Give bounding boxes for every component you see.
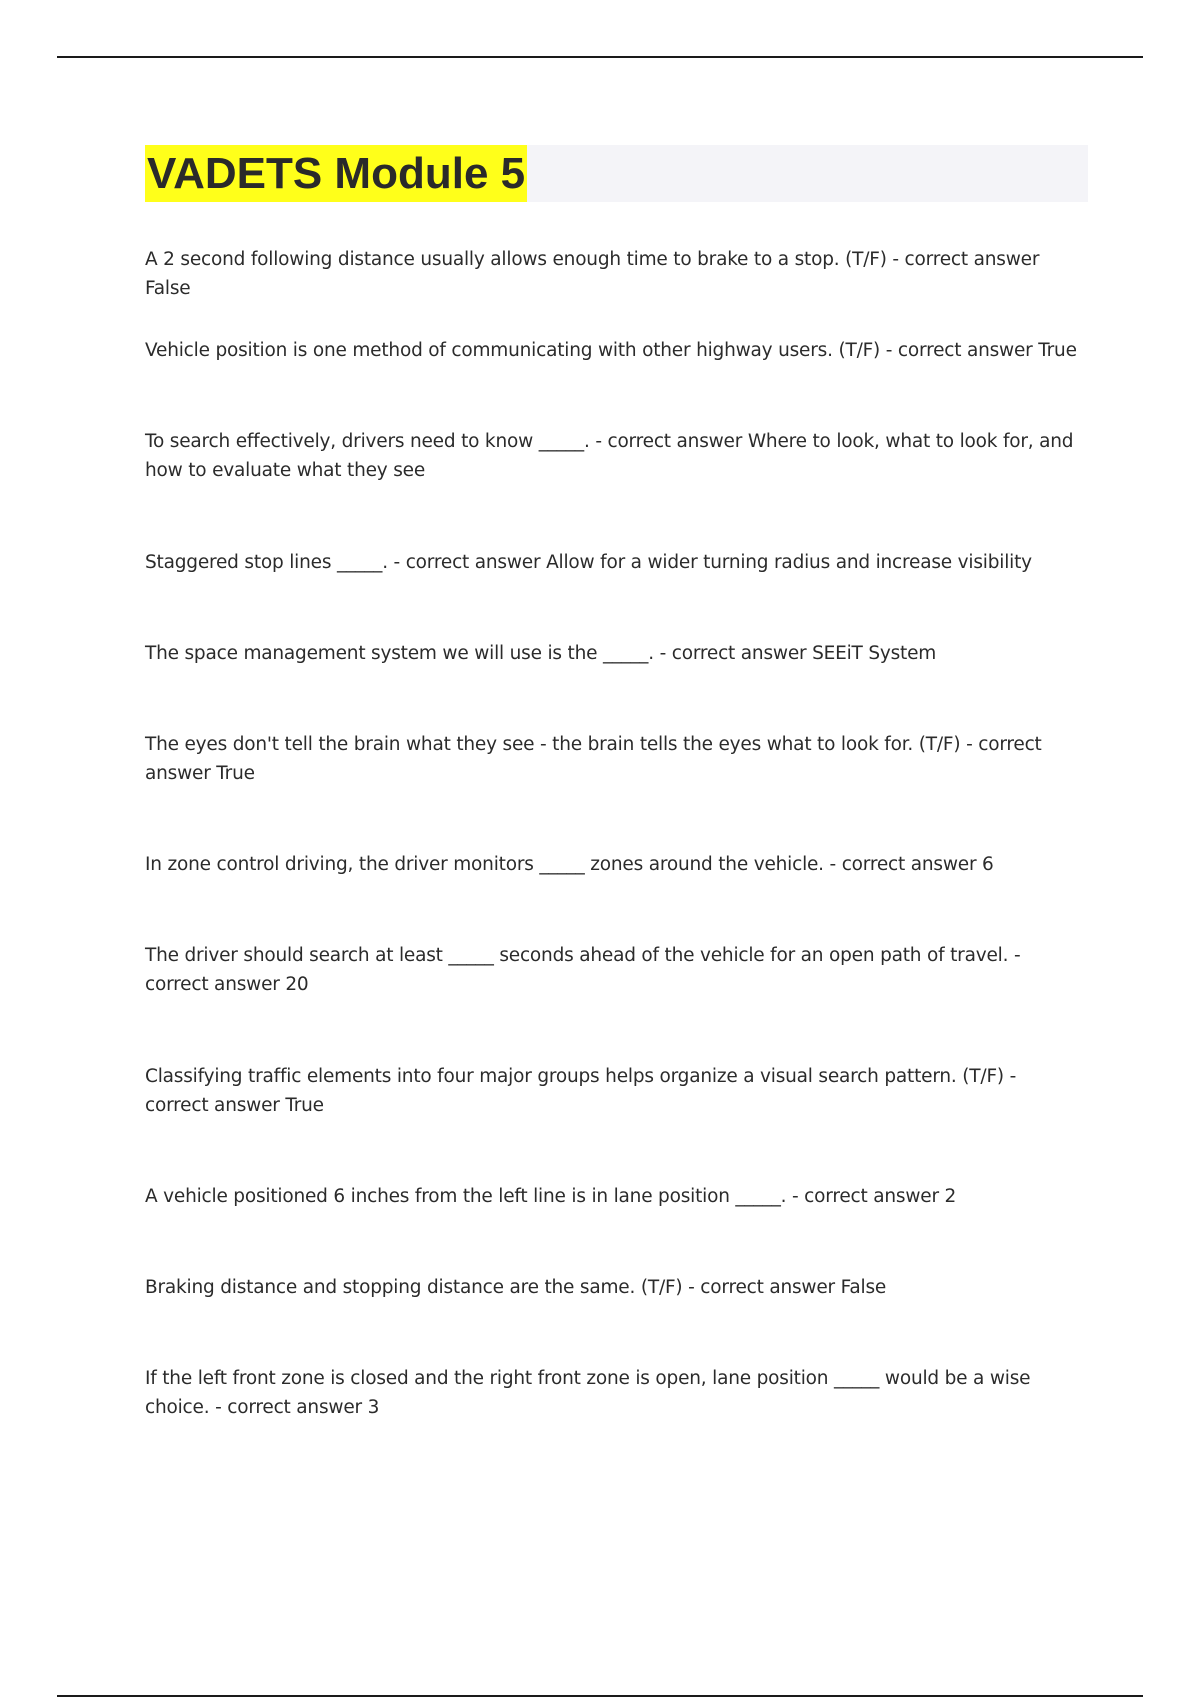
question-item-5: The space management system we will use is the _____. - correct answer SEEiT System xyxy=(145,643,937,664)
question-item-1: A 2 second following distance usually allows enough time to brake to a stop. (T/F) - correct answer False xyxy=(145,249,1040,299)
question-item-10: A vehicle positioned 6 inches from the left line is in lane position _____. - correct answer 2 xyxy=(145,1186,957,1207)
question-item-3: To search effectively, drivers need to know _____. - correct answer Where to look, what to look for, and how to evaluate what they see xyxy=(145,431,1074,481)
bottom-divider xyxy=(57,1695,1143,1697)
question-item-9: Classifying traffic elements into four major groups helps organize a visual search pattern. (T/F) - correct answer True xyxy=(145,1066,1017,1116)
question-item-11: Braking distance and stopping distance are the same. (T/F) - correct answer False xyxy=(145,1277,887,1298)
question-item-12: If the left front zone is closed and the right front zone is open, lane position _____ would be a wise choice. - correct answer 3 xyxy=(145,1368,1031,1418)
question-item-8: The driver should search at least _____ seconds ahead of the vehicle for an open path of travel. - correct answer 20 xyxy=(145,945,1021,995)
question-item-6: The eyes don't tell the brain what they see - the brain tells the eyes what to look for. (T/F) - correct answer True xyxy=(145,734,1042,784)
question-item-4: Staggered stop lines _____. - correct answer Allow for a wider turning radius and increase visibility xyxy=(145,552,1032,573)
page-title: VADETS Module 5 xyxy=(145,145,527,202)
top-divider xyxy=(57,56,1143,58)
question-item-7: In zone control driving, the driver monitors _____ zones around the vehicle. - correct answer 6 xyxy=(145,854,994,875)
question-item-2: Vehicle position is one method of communicating with other highway users. (T/F) - correct answer True xyxy=(145,340,1077,361)
